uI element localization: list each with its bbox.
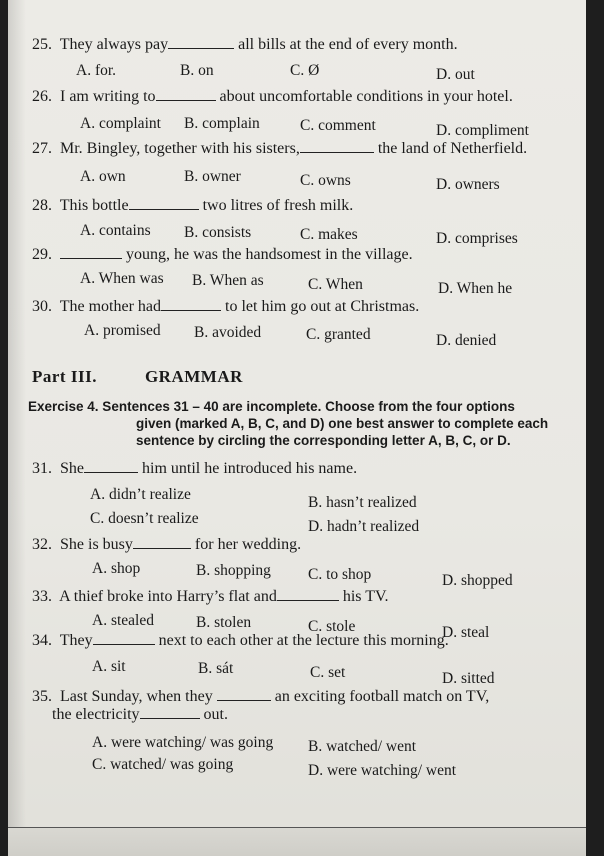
option-d[interactable]: D. steal: [442, 624, 490, 641]
option-d[interactable]: D. comprises: [436, 230, 518, 247]
answer-blank[interactable]: [133, 536, 191, 549]
option-c[interactable]: C. stole: [308, 618, 356, 635]
section-heading: [32, 368, 243, 386]
option-a[interactable]: A. shop: [92, 560, 141, 577]
question-30: 30. The mother had to let him go out at Christmas.: [32, 298, 420, 315]
option-c[interactable]: C. watched/ was going: [92, 756, 234, 773]
question-35: 35. Last Sunday, when they an exciting football match on TV,: [32, 688, 490, 705]
option-b[interactable]: B. shopping: [196, 562, 271, 579]
option-b[interactable]: B. When as: [192, 272, 264, 289]
option-d[interactable]: D. were watching/ went: [308, 762, 457, 779]
part-label: Part III.: [32, 367, 97, 386]
option-a[interactable]: A. stealed: [92, 612, 154, 629]
option-b[interactable]: B. consists: [184, 224, 252, 241]
question-28: 28. This bottle two litres of fresh milk.: [32, 197, 354, 214]
instruction-line-1: Exercise 4. Sentences 31 – 40 are incomplete. Choose from the four options: [28, 399, 515, 414]
option-b[interactable]: B. sát: [198, 660, 234, 677]
instruction-line-2: given (marked A, B, C, and D) one best answer to complete each: [136, 416, 549, 431]
question-31: 31. She him until he introduced his name.: [32, 460, 358, 477]
option-d[interactable]: D. sitted: [442, 670, 495, 687]
answer-blank[interactable]: [217, 688, 271, 701]
option-a[interactable]: A. promised: [84, 322, 161, 339]
option-d[interactable]: D. out: [436, 66, 475, 83]
part-title: GRAMMAR: [144, 367, 243, 386]
option-a[interactable]: A. When was: [80, 270, 164, 287]
option-c[interactable]: C. comment: [300, 117, 376, 134]
instruction-line-3: sentence by circling the corresponding letter A, B, C, or D.: [136, 433, 511, 448]
option-d[interactable]: D. owners: [436, 176, 500, 193]
answer-blank[interactable]: [60, 246, 122, 259]
option-b[interactable]: B. complain: [184, 115, 260, 132]
option-c[interactable]: C. makes: [300, 226, 358, 243]
option-b[interactable]: B. stolen: [196, 614, 252, 631]
option-d[interactable]: D. compliment: [436, 122, 529, 139]
answer-blank[interactable]: [140, 706, 200, 719]
answer-blank[interactable]: [93, 632, 155, 645]
option-c[interactable]: C. to shop: [308, 566, 372, 583]
option-d[interactable]: D. denied: [436, 332, 497, 349]
page-bottom-shade: [8, 828, 586, 856]
option-d[interactable]: D. hadn’t realized: [308, 518, 420, 535]
option-c[interactable]: C. doesn’t realize: [90, 510, 199, 527]
question-27: 27. Mr. Bingley, together with his sisters, the land of Netherfield.: [32, 140, 528, 157]
answer-blank[interactable]: [168, 36, 234, 49]
question-33: 33. A thief broke into Harry’s flat and his TV.: [32, 588, 389, 605]
answer-blank[interactable]: [129, 197, 199, 210]
option-c[interactable]: C. Ø: [290, 62, 320, 79]
option-a[interactable]: A. didn’t realize: [90, 486, 191, 503]
option-d[interactable]: D. shopped: [442, 572, 513, 589]
option-c[interactable]: C. owns: [300, 172, 351, 189]
answer-blank[interactable]: [84, 460, 138, 473]
option-c[interactable]: C. granted: [306, 326, 371, 343]
answer-blank[interactable]: [161, 298, 221, 311]
answer-blank[interactable]: [277, 588, 339, 601]
option-b[interactable]: B. watched/ went: [308, 738, 417, 755]
option-c[interactable]: C. set: [310, 664, 346, 681]
option-b[interactable]: B. owner: [184, 168, 241, 185]
answer-blank[interactable]: [300, 140, 374, 153]
option-a[interactable]: A. own: [80, 168, 126, 185]
exercise-instructions: [28, 398, 568, 449]
question-34: 34. They next to each other at the lecture this morning.: [32, 632, 449, 649]
option-c[interactable]: C. When: [308, 276, 363, 293]
question-25: 25. They always pay all bills at the end of every month.: [32, 36, 458, 53]
option-a[interactable]: A. complaint: [80, 115, 161, 132]
option-a[interactable]: A. were watching/ was going: [92, 734, 274, 751]
worksheet-page: [8, 0, 586, 856]
option-d[interactable]: D. When he: [438, 280, 513, 297]
page-shadow: [8, 0, 26, 856]
question-29: 29. young, he was the handsomest in the village.: [32, 246, 413, 263]
question-35-continued: the electricity out.: [52, 706, 228, 723]
option-a[interactable]: A. contains: [80, 222, 151, 239]
option-a[interactable]: A. for.: [76, 62, 117, 79]
option-a[interactable]: A. sit: [92, 658, 126, 675]
answer-blank[interactable]: [156, 88, 216, 101]
question-26: 26. I am writing to about uncomfortable conditions in your hotel.: [32, 88, 513, 105]
option-b[interactable]: B. avoided: [194, 324, 262, 341]
option-b[interactable]: B. hasn’t realized: [308, 494, 417, 511]
question-32: 32. She is busy for her wedding.: [32, 536, 302, 553]
option-b[interactable]: B. on: [180, 62, 214, 79]
